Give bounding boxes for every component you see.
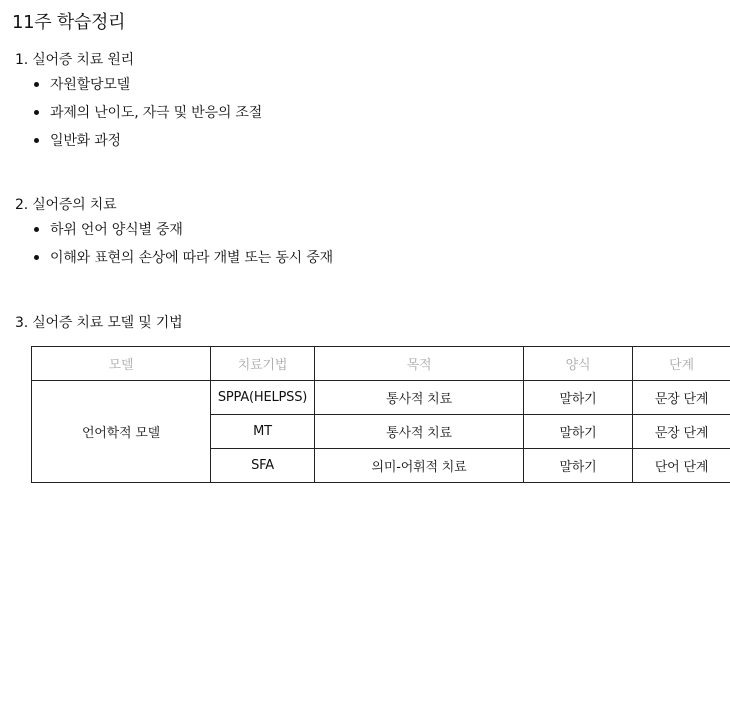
bullet-dot-icon <box>34 227 39 232</box>
bullet-item <box>34 219 183 239</box>
bullet-dot-icon <box>34 110 39 115</box>
bullet-text: 일반화 과정 <box>50 133 121 149</box>
bullet-item <box>34 74 130 94</box>
treatment-model-table <box>31 346 730 483</box>
header-purpose: 목적 <box>315 347 524 381</box>
modality-cell: 말하기 <box>524 381 633 415</box>
section-heading-2: 2. 실어증의 치료 <box>15 197 117 213</box>
bullet-dot-icon <box>34 138 39 143</box>
header-model: 모델 <box>32 347 211 381</box>
bullet-dot-icon <box>34 82 39 87</box>
bullet-text: 하위 언어 양식별 중재 <box>50 222 183 238</box>
technique-cell: MT <box>211 415 315 449</box>
technique-cell: SFA <box>211 449 315 483</box>
header-technique: 치료기법 <box>211 347 315 381</box>
purpose-cell: 의미-어휘적 치료 <box>315 449 524 483</box>
modality-cell: 말하기 <box>524 415 633 449</box>
table-header-row <box>32 347 730 381</box>
bullet-text: 과제의 난이도, 자극 및 반응의 조절 <box>50 105 263 121</box>
level-cell: 문장 단계 <box>633 415 730 449</box>
section-heading-3: 3. 실어증 치료 모델 및 기법 <box>15 315 183 331</box>
purpose-cell: 통사적 치료 <box>315 381 524 415</box>
table-row <box>32 381 730 415</box>
page-title: 11주 학습정리 <box>12 12 126 33</box>
header-modality: 양식 <box>524 347 633 381</box>
bullet-item <box>34 130 121 150</box>
header-level: 단계 <box>633 347 730 381</box>
model-cell: 언어학적 모델 <box>32 381 211 483</box>
modality-cell: 말하기 <box>524 449 633 483</box>
bullet-dot-icon <box>34 255 39 260</box>
level-cell: 문장 단계 <box>633 381 730 415</box>
bullet-text: 자원할당모델 <box>50 77 130 93</box>
bullet-item <box>34 102 262 122</box>
technique-cell: SPPA(HELPSS) <box>211 381 315 415</box>
section-heading-1: 1. 실어증 치료 원리 <box>15 52 134 68</box>
bullet-item <box>34 247 333 267</box>
level-cell: 단어 단계 <box>633 449 730 483</box>
bullet-text: 이해와 표현의 손상에 따라 개별 또는 동시 중재 <box>50 250 333 266</box>
purpose-cell: 통사적 치료 <box>315 415 524 449</box>
